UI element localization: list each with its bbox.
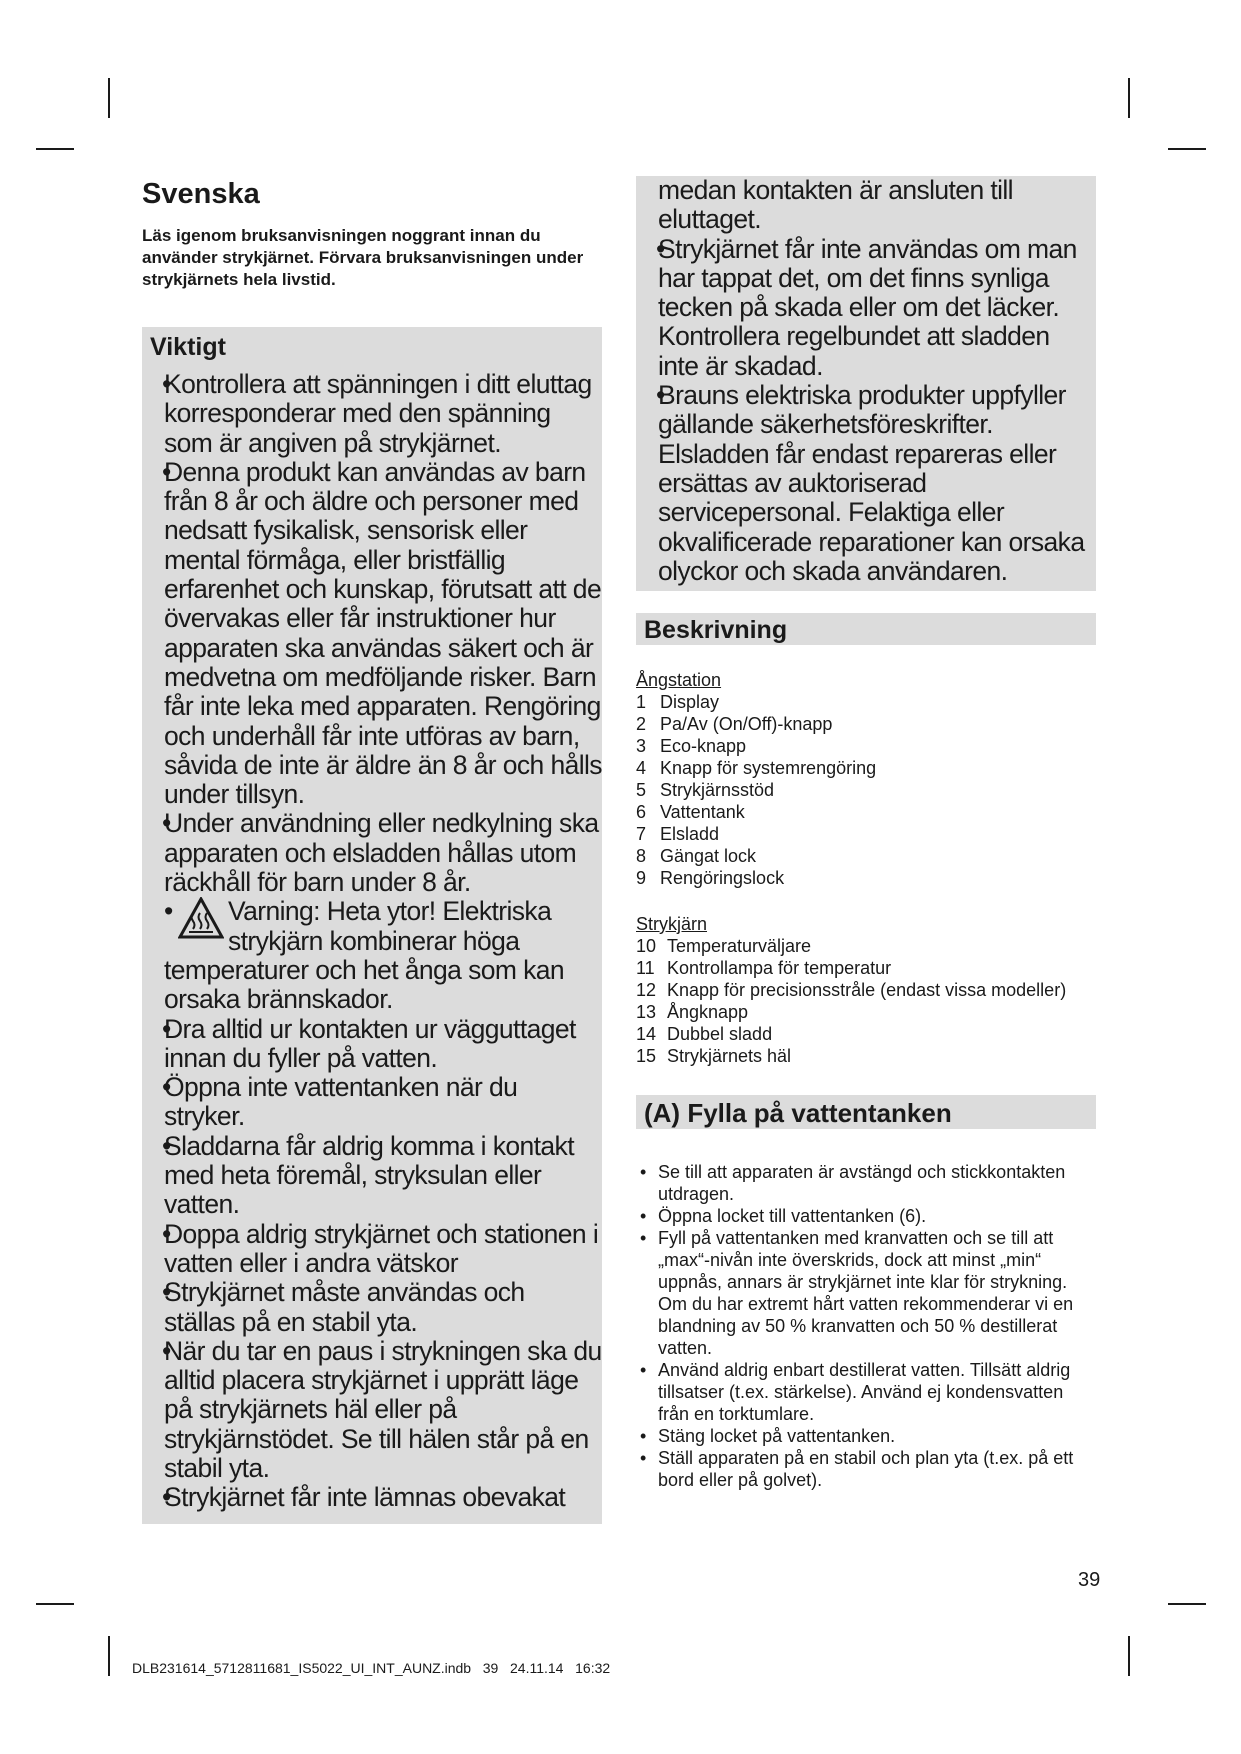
part-number: 12	[636, 980, 657, 1000]
list-item: • Dra alltid ur kontakten ur vägguttaget innan du fyller på vatten.	[164, 1015, 602, 1074]
crop-mark-left-lower	[36, 1603, 74, 1605]
list-item: • Kontrollera att spänningen i ditt eluttag korresponderar med den spänning som är angiven på strykjärnet.	[164, 370, 602, 458]
part-label: Temperaturväljare	[667, 936, 812, 956]
list-item: • Öppna inte vattentanken när du stryker.	[164, 1073, 602, 1132]
part-number: 1	[636, 692, 647, 712]
part-label: Strykjärnets häl	[667, 1046, 792, 1066]
list-item: • Brauns elektriska produkter uppfyller gällande säkerhetsföreskrifter. Elsladden får endast repareras eller ersättas av auktoriserad servicepersonal. Felaktiga eller okvalificerade reparationer kan orsaka olyckor och skada användaren.	[658, 381, 1096, 586]
viktigt-continued-lead: medan kontakten är ansluten till eluttaget.	[658, 175, 1013, 235]
crop-mark-right-lower	[1168, 1603, 1206, 1605]
part-label: Eco-knapp	[660, 736, 747, 756]
list-item	[636, 735, 1096, 757]
part-number: 5	[636, 780, 647, 800]
part-number: 10	[636, 936, 657, 956]
list-item-hot-surface	[164, 897, 602, 1014]
part-number: 4	[636, 758, 647, 778]
list-item: • Stäng locket på vattentanken.	[658, 1425, 1098, 1447]
list-item: • Strykjärnet måste användas och ställas på en stabil yta.	[164, 1278, 602, 1337]
part-number: 15	[636, 1046, 657, 1066]
group-title-iron: Strykjärn	[636, 914, 708, 934]
list-item: • Fyll på vattentanken med kranvatten och se till att „max“-nivån inte överskrids, dock att minst „min“ uppnås, annars är strykjärnet inte klar för strykning. Om du har extremt hårt vatten rekommenderar vi en blandning av 50 % kranvatten och 50 % destillerat vatten.	[658, 1227, 1098, 1359]
print-footer: DLB231614_5712811681_IS5022_UI_INT_AUNZ.indb 39 24.11.14 16:32	[132, 1660, 611, 1676]
part-number: 6	[636, 802, 647, 822]
list-item	[636, 1045, 1096, 1067]
page-number: 39	[1078, 1569, 1101, 1591]
crop-mark-left-upper	[36, 148, 74, 150]
part-number: 9	[636, 868, 647, 888]
language-title: Svenska	[142, 178, 260, 210]
list-item	[636, 979, 1096, 1001]
part-label: Elsladd	[660, 824, 720, 844]
part-number: 13	[636, 1002, 657, 1022]
list-item: • När du tar en paus i strykningen ska du alltid placera strykjärnet i upprätt läge på strykjärnets häl eller på strykjärnstödet. Se till hälen står på en stabil yta.	[164, 1337, 602, 1483]
list-item	[636, 823, 1096, 845]
crop-mark-right-upper	[1168, 148, 1206, 150]
list-item: • Använd aldrig enbart destillerat vatten. Tillsätt aldrig tillsatser (t.ex. stärkelse). Använd ej kondensvatten från en torktumlare.	[658, 1359, 1098, 1425]
list-item: • Sladdarna får aldrig komma i kontakt med heta föremål, stryksulan eller vatten.	[164, 1132, 602, 1220]
list-item: • Ställ apparaten på en stabil och plan yta (t.ex. på ett bord eller på golvet).	[658, 1447, 1098, 1491]
list-item	[636, 713, 1096, 735]
parts-list-station	[636, 691, 1096, 889]
list-item: • Under användning eller nedkylning ska apparaten och elsladden hållas utom räckhåll för barn under 8 år.	[164, 809, 602, 897]
viktigt-box	[142, 327, 602, 1524]
part-number: 8	[636, 846, 647, 866]
part-label: Vattentank	[660, 802, 745, 822]
part-number: 11	[636, 958, 655, 978]
part-label: Pa/Av (On/Off)-knapp	[660, 714, 833, 734]
list-item	[636, 1023, 1096, 1045]
bullet: •	[164, 896, 173, 927]
crop-mark-top-right	[1128, 78, 1130, 118]
viktigt-continued-box	[636, 176, 1096, 591]
part-number: 2	[636, 714, 647, 734]
hot-surface-warning-text: Varning: Heta ytor! Elektriska strykjärn kombinerar höga temperaturer och het ånga som kan orsaka brännskador.	[164, 896, 565, 1015]
parts-list-iron	[636, 935, 1096, 1067]
list-item	[636, 801, 1096, 823]
viktigt-heading: Viktigt	[150, 333, 226, 361]
list-item	[636, 957, 1096, 979]
part-number: 3	[636, 736, 647, 756]
right-column	[636, 176, 1096, 1491]
list-item: • Strykjärnet får inte lämnas obevakat	[164, 1483, 602, 1512]
viktigt-continued-content	[658, 176, 1096, 586]
group-title-station: Ångstation	[636, 670, 722, 690]
viktigt-list	[142, 370, 602, 1513]
list-item	[636, 691, 1096, 713]
part-label: Kontrollampa för temperatur	[667, 958, 892, 978]
part-label: Display	[660, 692, 720, 712]
list-item: • Öppna locket till vattentanken (6).	[658, 1205, 1098, 1227]
part-label: Knapp för precisionsstråle (endast vissa modeller)	[667, 980, 1067, 1000]
list-item: • Denna produkt kan användas av barn från 8 år och äldre och personer med nedsatt fysikalisk, sensorisk eller mental förmåga, eller bristfällig erfarenhet och kunskap, förutsatt att de övervakas eller får instruktioner hur apparaten ska användas säkert och är medvetna om medföljande risker. Barn får inte leka med apparaten. Rengöring och underhåll får inte utföras av barn, såvida de inte är äldre än 8 år och hålls under tillsyn.	[164, 458, 602, 810]
part-label: Knapp för systemrengöring	[660, 758, 877, 778]
list-item	[636, 935, 1096, 957]
part-label: Dubbel sladd	[667, 1024, 773, 1044]
list-item	[636, 867, 1096, 889]
fylla-instructions-list	[636, 1161, 1098, 1491]
beskrivning-heading: Beskrivning	[636, 613, 1096, 645]
part-label: Gängat lock	[660, 846, 757, 866]
list-item	[636, 779, 1096, 801]
viktigt-continued-list	[658, 235, 1096, 587]
crop-mark-top-left	[108, 78, 110, 118]
parts-group-iron	[636, 913, 1096, 1067]
part-label: Ångknapp	[667, 1002, 749, 1022]
intro-text: Läs igenom bruksanvisningen noggrant innan du använder strykjärnet. Förvara bruksanvisningen under strykjärnets hela livstid.	[142, 226, 584, 289]
part-number: 7	[636, 824, 647, 844]
list-item: • Se till att apparaten är avstängd och stickkontakten utdragen.	[658, 1161, 1098, 1205]
hot-surface-warning-icon	[178, 897, 224, 939]
crop-mark-bottom-left	[108, 1636, 110, 1676]
part-label: Strykjärnsstöd	[660, 780, 775, 800]
list-item	[636, 845, 1096, 867]
fylla-heading: (A) Fylla på vattentanken	[636, 1095, 1096, 1129]
list-item	[636, 757, 1096, 779]
list-item: • Strykjärnet får inte användas om man har tappat det, om det finns synliga tecken på skada eller om det läcker. Kontrollera regelbundet att sladden inte är skadad.	[658, 235, 1096, 381]
list-item: • Doppa aldrig strykjärnet och stationen i vatten eller i andra vätskor	[164, 1220, 602, 1279]
parts-group-station	[636, 669, 1096, 889]
part-label: Rengöringslock	[660, 868, 785, 888]
part-number: 14	[636, 1024, 657, 1044]
left-column	[142, 178, 602, 1524]
list-item	[636, 1001, 1096, 1023]
crop-mark-bottom-right	[1128, 1636, 1130, 1676]
